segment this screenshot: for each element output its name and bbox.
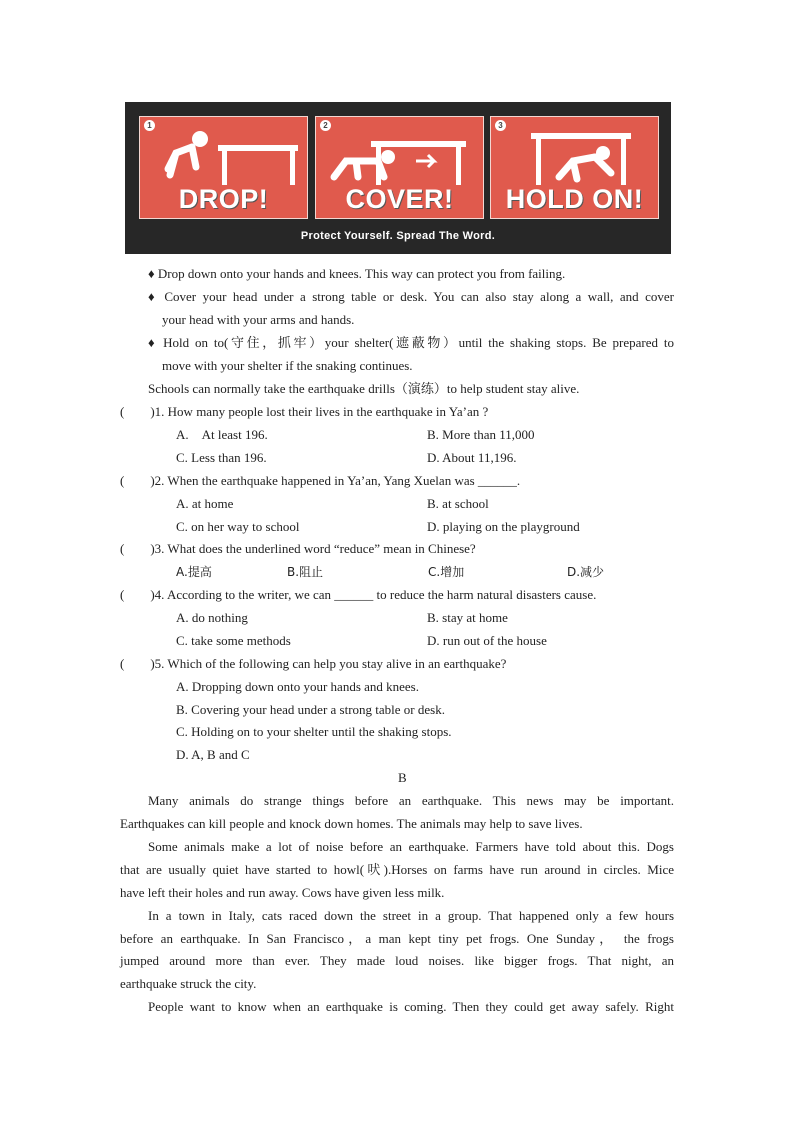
answer-blank[interactable]: ( ) bbox=[120, 473, 155, 488]
passage-line: Some animals make a lot of noise before an earthquake. Farmers have told about this. Dogs bbox=[148, 839, 674, 854]
option: A. Dropping down onto your hands and knees. bbox=[176, 679, 419, 694]
option: B. at school bbox=[427, 496, 489, 511]
tip-text: Drop down onto your hands and knees. This way can protect you from failing. bbox=[157, 266, 566, 281]
question-5 bbox=[120, 656, 506, 672]
passage-line: In a town in Italy, cats raced down the street in a group. That happened only a few hours bbox=[148, 908, 674, 923]
passage-line: before an earthquake. In San Francisco，a man kept tiny pet frogs. One Sunday， the frogs bbox=[120, 931, 674, 946]
option: A.提高 bbox=[176, 565, 212, 579]
poster-panel-drop bbox=[139, 116, 308, 219]
answer-blank[interactable]: ( ) bbox=[120, 587, 155, 602]
passage-line: earthquake struck the city. bbox=[120, 976, 257, 991]
hold-on-figure-icon bbox=[491, 117, 658, 187]
question-4 bbox=[120, 587, 596, 603]
bullet-icon: ♦ bbox=[148, 335, 158, 350]
tip-cover bbox=[148, 289, 674, 305]
option: D.减少 bbox=[567, 565, 605, 579]
tip-text: Hold on to(守住，抓牢）your shelter(遮蔽物）until the shaking stops. Be prepared to bbox=[163, 335, 674, 350]
passage-line: that are usually quiet have started to howl(吠).Horses on farms have run around in circles. Mice bbox=[120, 862, 674, 877]
passage-line: Many animals do strange things before an earthquake. This news may be important. bbox=[148, 793, 674, 808]
passage-line: People want to know when an earthquake is coming. Then they could get away safely. Right bbox=[148, 999, 674, 1014]
option: C.增加 bbox=[428, 565, 465, 579]
option: D. A, B and C bbox=[176, 747, 250, 762]
option: C. Less than 196. bbox=[176, 450, 267, 465]
question-stem: 1. How many people lost their lives in the earthquake in Ya’an ? bbox=[154, 404, 489, 419]
answer-blank[interactable]: ( ) bbox=[120, 404, 155, 419]
option: A. at home bbox=[176, 496, 234, 511]
option: A. do nothing bbox=[176, 610, 248, 625]
tip-cover-cont: your head with your arms and hands. bbox=[162, 312, 355, 327]
drop-cover-hold-poster bbox=[125, 102, 671, 254]
option: D. run out of the house bbox=[427, 633, 547, 648]
passage-line: Earthquakes can kill people and knock down homes. The animals may help to save lives. bbox=[120, 816, 583, 831]
drop-figure-icon bbox=[140, 117, 307, 187]
bullet-icon: ♦ bbox=[148, 266, 155, 281]
tip-drop bbox=[148, 266, 565, 282]
step-number: 1 bbox=[144, 120, 155, 131]
tip-hold-on bbox=[148, 335, 674, 351]
option: D. About 11,196. bbox=[427, 450, 517, 465]
drills-sentence: Schools can normally take the earthquake drills（演练）to help student stay alive. bbox=[148, 381, 580, 396]
question-stem: 5. Which of the following can help you stay alive in an earthquake? bbox=[154, 656, 507, 671]
step-number: 2 bbox=[320, 120, 331, 131]
tip-text: Cover your head under a strong table or desk. You can also stay along a wall, and cover bbox=[164, 289, 674, 304]
passage-line: jumped around more than ever. They made loud noises. like bigger frogs. That night, an bbox=[120, 953, 674, 968]
option: C. on her way to school bbox=[176, 519, 300, 534]
tip-hold-on-cont: move with your shelter if the snaking continues. bbox=[162, 358, 413, 373]
step-number: 3 bbox=[495, 120, 506, 131]
question-1 bbox=[120, 404, 488, 420]
question-stem: 3. What does the underlined word “reduce” mean in Chinese? bbox=[154, 541, 476, 556]
step-word: HOLD ON! bbox=[505, 184, 644, 214]
step-word: COVER! bbox=[345, 184, 454, 214]
option: A. At least 196. bbox=[176, 427, 268, 442]
answer-blank[interactable]: ( ) bbox=[120, 541, 155, 556]
step-word: DROP! bbox=[178, 184, 269, 214]
passage-line: have left their holes and run away. Cows have given less milk. bbox=[120, 885, 445, 900]
option: D. playing on the playground bbox=[427, 519, 580, 534]
poster-panel-hold-on bbox=[490, 116, 659, 219]
question-stem: 4. According to the writer, we can ______ to reduce the harm natural disasters cause. bbox=[154, 587, 597, 602]
question-2 bbox=[120, 473, 520, 489]
question-stem: 2. When the earthquake happened in Ya’an, Yang Xuelan was ______. bbox=[154, 473, 521, 488]
bullet-icon: ♦ bbox=[148, 289, 158, 304]
answer-blank[interactable]: ( ) bbox=[120, 656, 155, 671]
cover-figure-icon bbox=[316, 117, 483, 187]
option: B. stay at home bbox=[427, 610, 508, 625]
question-3 bbox=[120, 541, 476, 557]
option: C. Holding on to your shelter until the shaking stops. bbox=[176, 724, 452, 739]
option: B. Covering your head under a strong table or desk. bbox=[176, 702, 445, 717]
poster-panel-cover bbox=[315, 116, 484, 219]
option: C. take some methods bbox=[176, 633, 291, 648]
section-heading: B bbox=[398, 770, 407, 785]
poster-tagline: Protect Yourself. Spread The Word. bbox=[300, 230, 496, 242]
option: B. More than 11,000 bbox=[427, 427, 535, 442]
option: B.阻止 bbox=[287, 565, 324, 579]
